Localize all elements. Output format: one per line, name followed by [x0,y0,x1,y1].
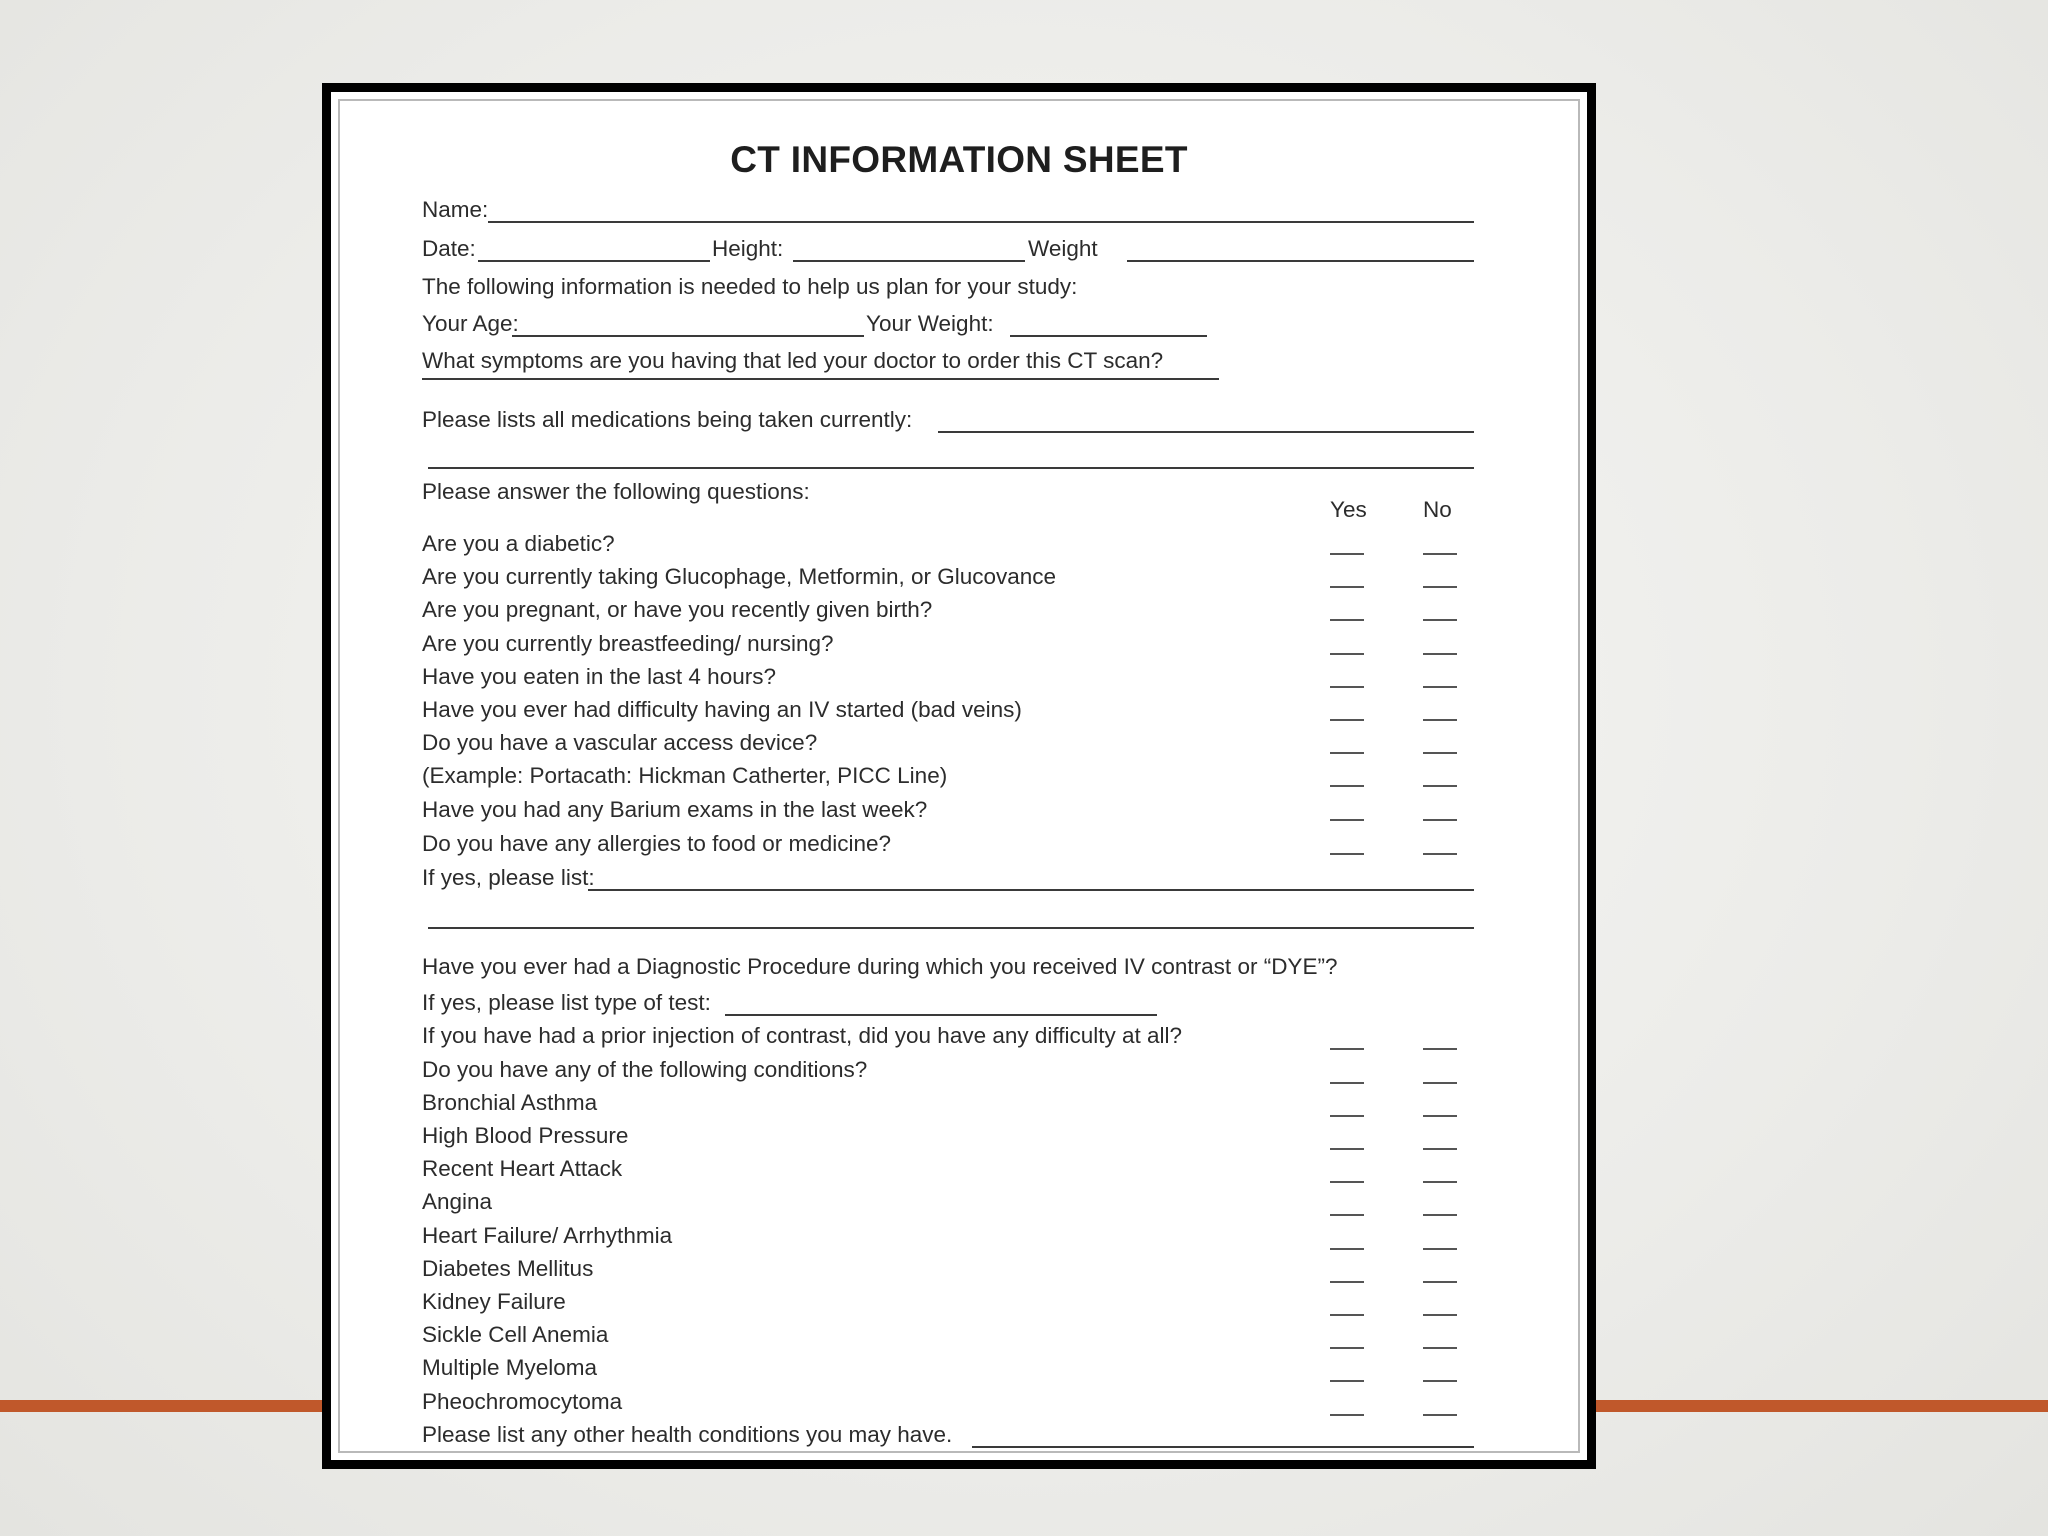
no-answer-blank[interactable] [1423,1214,1457,1216]
condition-diabetes-mellitus: Diabetes Mellitus [422,1256,594,1281]
question-vascular-device: Do you have a vascular access device? [422,730,818,755]
no-answer-blank[interactable] [1423,1181,1457,1183]
condition-heart-failure: Heart Failure/ Arrhythmia [422,1223,673,1248]
other-conditions-field[interactable] [972,1446,1474,1448]
intro-text: The following information is needed to help us plan for your study: [422,274,1078,299]
yes-answer-blank[interactable] [1330,586,1364,588]
yes-answer-blank[interactable] [1330,1347,1364,1349]
yes-answer-blank[interactable] [1330,785,1364,787]
yes-answer-blank[interactable] [1330,1048,1364,1050]
no-answer-blank[interactable] [1423,1115,1457,1117]
condition-sickle-cell-anemia: Sickle Cell Anemia [422,1322,609,1347]
no-answer-blank[interactable] [1423,1082,1457,1084]
question-diabetic: Are you a diabetic? [422,531,615,556]
yes-answer-blank[interactable] [1330,1115,1364,1117]
yes-column-header: Yes [1330,497,1367,522]
yes-answer-blank[interactable] [1330,1281,1364,1283]
condition-bronchial-asthma: Bronchial Asthma [422,1090,598,1115]
no-answer-blank[interactable] [1423,586,1457,588]
question-eaten: Have you eaten in the last 4 hours? [422,664,776,689]
question-glucophage: Are you currently taking Glucophage, Metformin, or Glucovance [422,564,1057,589]
yes-answer-blank[interactable] [1330,1248,1364,1250]
no-answer-blank[interactable] [1423,1314,1457,1316]
no-answer-blank[interactable] [1423,1248,1457,1250]
no-answer-blank[interactable] [1423,619,1457,621]
question-conditions: Do you have any of the following conditions? [422,1057,868,1082]
yes-answer-blank[interactable] [1330,1314,1364,1316]
other-conditions-label: Please list any other health conditions you may have. [422,1422,953,1447]
name-label: Name: [422,197,489,222]
weight-label: Weight [1028,236,1098,261]
medications-field[interactable] [938,431,1474,433]
no-answer-blank[interactable] [1423,686,1457,688]
yes-answer-blank[interactable] [1330,1414,1364,1416]
question-barium: Have you had any Barium exams in the last week? [422,797,928,822]
weight-field[interactable] [1127,260,1474,262]
yes-answer-blank[interactable] [1330,752,1364,754]
yes-answer-blank[interactable] [1330,853,1364,855]
no-answer-blank[interactable] [1423,553,1457,555]
test-type-field[interactable] [725,1014,1157,1016]
no-answer-blank[interactable] [1423,1414,1457,1416]
medications-field-line2[interactable] [428,467,1474,469]
symptoms-field[interactable] [422,378,1219,380]
no-answer-blank[interactable] [1423,752,1457,754]
question-allergies: Do you have any allergies to food or medicine? [422,831,892,856]
yes-answer-blank[interactable] [1330,1181,1364,1183]
yes-answer-blank[interactable] [1330,686,1364,688]
no-answer-blank[interactable] [1423,719,1457,721]
ct-information-sheet [338,99,1580,1453]
date-field[interactable] [478,260,710,262]
condition-kidney-failure: Kidney Failure [422,1289,566,1314]
question-contrast-difficulty: If you have had a prior injection of contrast, did you have any difficulty at all? [422,1023,1183,1048]
yes-answer-blank[interactable] [1330,1082,1364,1084]
no-answer-blank[interactable] [1423,1048,1457,1050]
age-label: Your Age: [422,311,519,336]
allergies-list-field[interactable] [588,889,1474,891]
no-answer-blank[interactable] [1423,819,1457,821]
yes-answer-blank[interactable] [1330,719,1364,721]
condition-angina: Angina [422,1189,493,1214]
question-vascular-example: (Example: Portacath: Hickman Catherter, PICC Line) [422,763,948,788]
no-answer-blank[interactable] [1423,1380,1457,1382]
no-answer-blank[interactable] [1423,853,1457,855]
question-pregnant: Are you pregnant, or have you recently given birth? [422,597,933,622]
yes-answer-blank[interactable] [1330,1214,1364,1216]
condition-recent-heart-attack: Recent Heart Attack [422,1156,623,1181]
diagnostic-question: Have you ever had a Diagnostic Procedure during which you received IV contrast or “DYE”? [422,954,1338,979]
yes-answer-blank[interactable] [1330,819,1364,821]
name-field[interactable] [488,221,1474,223]
allergies-list-label: If yes, please list: [422,865,595,890]
condition-high-blood-pressure: High Blood Pressure [422,1123,629,1148]
age-field[interactable] [512,335,864,337]
your-weight-label: Your Weight: [866,311,994,336]
height-field[interactable] [793,260,1025,262]
yes-answer-blank[interactable] [1330,1380,1364,1382]
yes-answer-blank[interactable] [1330,553,1364,555]
condition-pheochromocytoma: Pheochromocytoma [422,1389,623,1414]
no-answer-blank[interactable] [1423,785,1457,787]
no-column-header: No [1423,497,1452,522]
symptoms-question: What symptoms are you having that led your doctor to order this CT scan? [422,348,1164,373]
yes-answer-blank[interactable] [1330,619,1364,621]
question-breastfeeding: Are you currently breastfeeding/ nursing? [422,631,834,656]
no-answer-blank[interactable] [1423,1148,1457,1150]
no-answer-blank[interactable] [1423,1347,1457,1349]
medications-label: Please lists all medications being taken currently: [422,407,913,432]
questions-header: Please answer the following questions: [422,479,810,504]
date-label: Date: [422,236,476,261]
allergies-list-field-line2[interactable] [428,927,1474,929]
question-iv-difficulty: Have you ever had difficulty having an IV started (bad veins) [422,697,1022,722]
condition-multiple-myeloma: Multiple Myeloma [422,1355,598,1380]
your-weight-field[interactable] [1010,335,1207,337]
no-answer-blank[interactable] [1423,1281,1457,1283]
sheet-title: CT INFORMATION SHEET [730,139,1188,180]
document-frame [322,83,1596,1469]
yes-answer-blank[interactable] [1330,653,1364,655]
test-type-label: If yes, please list type of test: [422,990,711,1015]
yes-answer-blank[interactable] [1330,1148,1364,1150]
height-label: Height: [712,236,784,261]
no-answer-blank[interactable] [1423,653,1457,655]
